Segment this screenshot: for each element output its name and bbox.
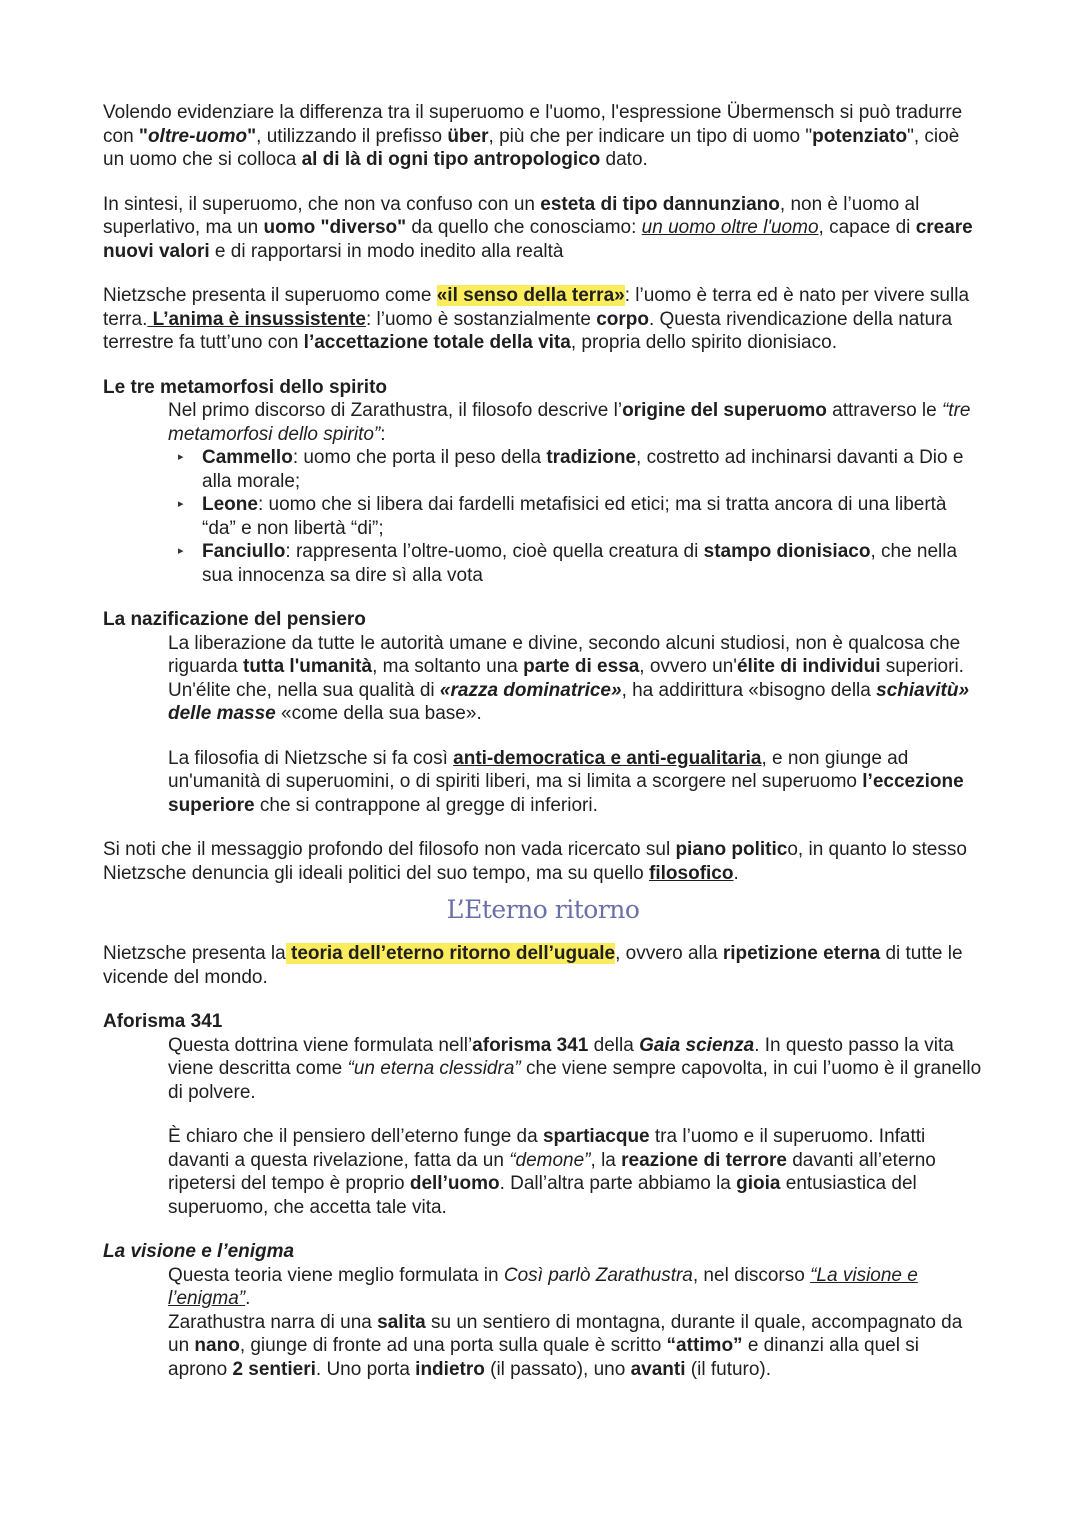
text: della — [588, 1034, 640, 1056]
section-tre-metamorfosi — [103, 376, 983, 588]
text: dato. — [600, 149, 648, 170]
paragraph-liberazione — [168, 632, 983, 726]
text: creare nuovi valori — [103, 217, 973, 262]
text: aforisma 341 — [472, 1034, 589, 1056]
subsection-title: Le tre metamorfosi dello spirito — [103, 376, 387, 398]
text: Gaia scienza — [639, 1034, 755, 1056]
text: schiavitù» delle masse — [168, 679, 970, 724]
text: che si contrappone al gregge di inferiori. — [254, 794, 598, 816]
subsection-title: Aforisma 341 — [103, 1011, 223, 1032]
section-heading-eterno-ritorno: L’Eterno ritorno — [446, 895, 640, 924]
text: , non è l’uomo al superlativo, ma un — [103, 193, 920, 238]
text: tradizione — [546, 447, 637, 468]
text: . In questo passo la vita viene descritta come — [168, 1034, 954, 1079]
paragraph-anti-democratica — [168, 747, 983, 818]
text: : l’uomo è terra ed è nato per vivere sulla terra. — [103, 285, 970, 330]
text: " — [247, 125, 257, 147]
list-item — [178, 446, 983, 493]
text: ripetizione eterna — [722, 943, 881, 964]
text: stampo dionisiaco — [703, 541, 871, 562]
text: superiori. Un'élite che, nella sua qualità di — [168, 656, 964, 701]
text: o, in quanto lo stesso Nietzsche denuncia gli ideali politici del suo tempo, ma su quello — [103, 839, 967, 884]
paragraph-senso-della-terra — [103, 284, 983, 355]
text: élite di individui — [736, 656, 881, 677]
text: al di là di ogni tipo antropologico — [301, 149, 601, 170]
text: “demone” — [509, 1149, 591, 1171]
text: Leone — [202, 494, 258, 515]
text: attraverso le — [826, 400, 942, 421]
text: , costretto ad inchinarsi davanti a Dio e alla morale; — [202, 447, 964, 492]
text: , utilizzando il prefisso — [256, 125, 448, 147]
text: . — [733, 862, 739, 884]
text: : rappresenta l’oltre-uomo, cioè quella creatura di — [285, 541, 704, 562]
text: dell’uomo — [409, 1173, 500, 1194]
text: In sintesi, il superuomo, che non va confuso con un — [103, 193, 541, 215]
text: “un eterna clessidra” — [347, 1058, 521, 1079]
text: e di rapportarsi in modo inedito alla realtà — [209, 240, 564, 262]
text: filosofico — [649, 862, 734, 884]
text: : uomo che porta il peso della — [292, 447, 547, 468]
text: , ma soltanto una — [372, 656, 524, 677]
text: «come della sua base». — [275, 703, 482, 724]
text: tutta l'umanità — [243, 656, 373, 677]
text: , capace di — [818, 217, 916, 238]
paragraph-ubermensch — [103, 101, 983, 172]
text: davanti all’eterno ripetersi del tempo è proprio — [168, 1149, 936, 1194]
text: über — [447, 125, 489, 147]
text: che viene sempre capovolta, in cui l’uomo è il granello di polvere. — [168, 1058, 982, 1103]
text: Così parlò Zarathustra — [503, 1264, 693, 1286]
text: (il passato), uno — [484, 1358, 631, 1380]
text: avanti — [630, 1358, 686, 1380]
text: , e non giunge ad un'umanità di superuomini, o di spiriti liberi, ma si limita a scorgere nel superuomo — [168, 747, 909, 792]
text: , nel discorso — [692, 1264, 811, 1286]
text: entusiastica del superuomo, che accetta tale vita. — [168, 1173, 917, 1218]
text: e dinanzi alla quel si aprono — [168, 1335, 919, 1380]
text: La liberazione da tutte le autorità umane e divine, secondo alcuni studiosi, non è qualcosa che riguarda — [168, 632, 961, 677]
text: piano politic — [675, 839, 788, 860]
text: parte di essa — [523, 656, 640, 677]
text: “La visione e l’enigma” — [168, 1264, 918, 1309]
text: , ovvero un' — [639, 656, 737, 677]
bullet-arrow-icon: ▸ — [178, 545, 184, 557]
text: l’accettazione totale della vita — [303, 332, 571, 353]
text: spartiacque — [542, 1126, 650, 1147]
paragraph-formulata — [168, 1264, 983, 1311]
paragraph-intro — [168, 399, 983, 446]
text: oltre-uomo — [147, 125, 248, 147]
text: potenziato — [812, 125, 908, 147]
text: l’eccezione superiore — [168, 771, 964, 816]
metamorfosi-list — [168, 446, 983, 587]
text: “tre metamorfosi dello spirito” — [168, 400, 971, 445]
text: : l’uomo è sostanzialmente — [365, 308, 597, 330]
text: Fanciullo — [202, 541, 286, 562]
section-visione-enigma — [103, 1240, 983, 1381]
text: , ovvero alla — [615, 943, 723, 964]
text: (il futuro). — [685, 1358, 772, 1380]
text: gioia — [736, 1173, 781, 1194]
text: Nietzsche presenta il superuomo come — [103, 285, 437, 306]
paragraph-dottrina — [168, 1034, 983, 1105]
highlight: teoria dell’eterno ritorno dell’uguale — [285, 943, 616, 964]
text: Questa dottrina viene formulata nell’ — [168, 1034, 473, 1056]
text: ", cioè un uomo che si colloca — [103, 125, 960, 170]
section-nazificazione — [103, 608, 983, 817]
text: corpo — [596, 308, 649, 330]
text: : — [380, 423, 386, 445]
text: , propria dello spirito dionisiaco. — [570, 332, 837, 353]
text: tra l’uomo e il superuomo. Infatti davanti a questa rivelazione, fatta da un — [168, 1126, 926, 1171]
text: “attimo” — [666, 1335, 743, 1356]
text: . Questa rivendicazione della natura terrestre fa tutt’uno con — [103, 308, 953, 353]
text: . Uno porta — [315, 1358, 416, 1380]
paragraph-teoria — [103, 942, 983, 989]
text: Cammello — [202, 447, 293, 468]
list-item — [178, 540, 983, 587]
text: " — [138, 125, 148, 147]
document-page — [103, 101, 983, 1402]
subsection-title — [103, 1240, 983, 1264]
text: Volendo evidenziare la differenza tra il superuomo e l'uomo, l'espressione Übermensch si può tradurre con — [103, 102, 963, 147]
text: L’anima è insussistente — [147, 308, 366, 330]
text: . Dall’altra parte abbiamo la — [499, 1173, 737, 1194]
text: Zarathustra narra di una — [168, 1311, 378, 1333]
text: reazione di terrore — [621, 1149, 787, 1171]
text: da quello che conosciamo: — [406, 217, 642, 238]
text: salita — [377, 1311, 426, 1333]
text: anti-democratica e anti-egualitaria — [453, 747, 762, 769]
text: 2 sentieri — [232, 1358, 316, 1380]
text: , ha addirittura «bisogno della — [621, 679, 877, 701]
text: «razza dominatrice» — [439, 679, 622, 701]
section-aforisma-341 — [103, 1010, 983, 1219]
text: esteta di tipo dannunziano — [540, 193, 780, 215]
text: nano — [194, 1335, 240, 1356]
text: uomo "diverso" — [263, 217, 407, 238]
text: Nietzsche presenta la — [103, 943, 286, 964]
paragraph-sintesi — [103, 193, 983, 264]
subsection-title: La nazificazione del pensiero — [103, 609, 366, 630]
highlight: «il senso della terra» — [436, 285, 625, 306]
text: , giunge di fronte ad una porta sulla quale è scritto — [239, 1335, 667, 1356]
paragraph-spartiacque — [168, 1125, 983, 1219]
text: È chiaro che il pensiero dell’eterno funge da — [168, 1126, 543, 1147]
paragraph-salita — [168, 1311, 983, 1382]
list-item — [178, 493, 983, 540]
text: La filosofia di Nietzsche si fa così — [168, 747, 454, 769]
text: su un sentiero di montagna, durante il quale, accompagnato da un — [168, 1311, 963, 1356]
text: Nel primo discorso di Zarathustra, il filosofo descrive l’ — [168, 400, 623, 421]
text: : uomo che si libera dai fardelli metafisici ed etici; ma si tratta ancora di una libertà “da” e non libertà “di”; — [202, 494, 947, 539]
text: Si noti che il messaggio profondo del filosofo non vada ricercato sul — [103, 839, 676, 860]
text: La visione e l’enigma — [103, 1241, 295, 1262]
text: indietro — [415, 1358, 485, 1380]
bullet-arrow-icon: ▸ — [178, 498, 184, 510]
text: Questa teoria viene meglio formulata in — [168, 1264, 504, 1286]
text: origine del superuomo — [622, 400, 827, 421]
bullet-arrow-icon: ▸ — [178, 451, 184, 463]
text: , più che per indicare un tipo di uomo " — [488, 125, 813, 147]
paragraph-messaggio — [103, 838, 983, 885]
text: un uomo oltre l'uomo — [641, 217, 819, 238]
text: di tutte le vicende del mondo. — [103, 943, 963, 988]
text: , che nella sua innocenza sa dire sì alla vota — [202, 541, 958, 586]
text: . — [245, 1288, 251, 1309]
text: , la — [590, 1149, 622, 1171]
